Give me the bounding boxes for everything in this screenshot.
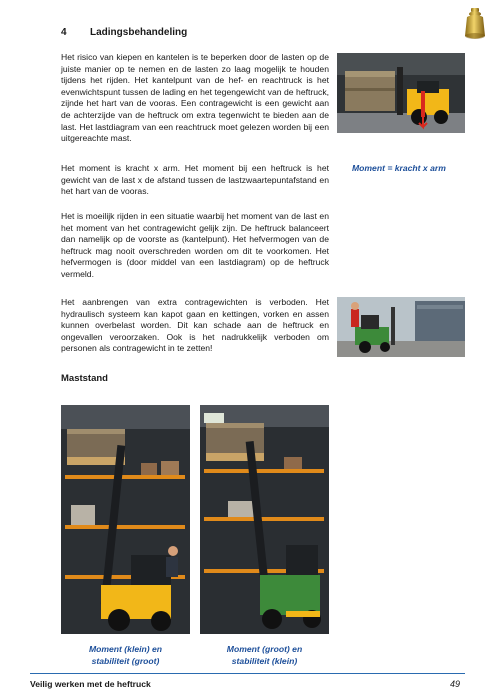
caption-large-moment-line2: stabiliteit (klein) bbox=[231, 655, 298, 666]
chapter-title: Ladingsbehandeling bbox=[90, 27, 188, 38]
photo-person-counterweight bbox=[337, 297, 465, 357]
paragraph-balance: Het is moeilijk rijden in een situatie waarbij het moment van de last en het moment van het contragewicht gelijk zijn. De heftruck balanceert dan namelijk op de voorste as (kantelpunt). Het hefvermogen van de heftruck mag nooit overschreden worden om dit te voorkomen. Het hefvermogen is (door middel van een lastdiagram) op de heftruck vermeld. bbox=[61, 211, 329, 279]
photo-mast-tilted-forward bbox=[200, 405, 329, 634]
paragraph-moment: Het moment is kracht x arm. Het moment bij een heftruck is het gewicht van de last x de afstand tussen de lastzwaartepuntafstand en het hart van de vooras. bbox=[61, 163, 329, 197]
photo-mast-tilted-back bbox=[61, 405, 190, 634]
section-heading-maststand: Maststand bbox=[61, 373, 108, 384]
caption-small-moment-line1: Moment (klein) en bbox=[88, 644, 163, 654]
caption-small-moment bbox=[61, 644, 190, 667]
brass-weight-icon bbox=[460, 6, 490, 42]
chapter-number: 4 bbox=[61, 27, 67, 38]
caption-large-moment-line1: Moment (groot) en bbox=[226, 644, 303, 654]
paragraph-counterweight: Het aanbrengen van extra contragewichten is verboden. Het hydraulisch systeem kan kapot gaan en kettingen, vorken en assen kunnen overbelast worden. Dit kan schade aan de heftruck en ongevallen veroorzaken. Ook is het nadrukkelijk verboden om personen als contragewicht in te zetten! bbox=[61, 297, 329, 354]
photo-forklift-counterweight bbox=[337, 53, 465, 133]
paragraph-tipping-risk: Het risico van kiepen en kantelen is te beperken door de lasten op de juiste manier op te nemen en de lasten zo laag mogelijk te houden tijdens het rijden. Het kantelpunt van de hef- en reachtruck is het evenwichtspunt tussen de lading en het tegengewicht van de heftruck, zijnde het hart van de vooras. Een contragewicht is een gewicht aan de achterzijde van de heftruck om extra tegenwicht te bieden aan de last. Het lastdiagram van een reachtruck moet gelezen worden bij een uitgereachte mast. bbox=[61, 52, 329, 144]
footer-rule bbox=[30, 673, 465, 674]
side-caption-moment: Moment = kracht x arm bbox=[352, 163, 446, 173]
caption-large-moment bbox=[200, 644, 329, 667]
footer-title: Veilig werken met de heftruck bbox=[30, 679, 151, 689]
page-number: 49 bbox=[450, 679, 461, 689]
caption-small-moment-line2: stabiliteit (groot) bbox=[91, 655, 160, 666]
